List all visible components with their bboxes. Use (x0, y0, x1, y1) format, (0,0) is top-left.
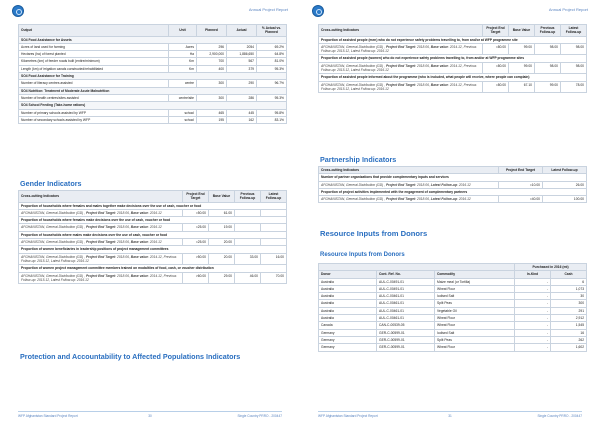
indicator-value (235, 224, 261, 231)
table-cell: CAN-C-00539-05 (377, 322, 435, 329)
indicator-title: Proportion of households where females and males together make decisions over the use of cash, voucher or food (19, 202, 287, 209)
table-cell: centre (169, 80, 197, 87)
table-cell: 30 (551, 293, 587, 300)
indicator-value (261, 209, 287, 216)
header-title: Annual Project Report (248, 7, 288, 12)
column-header: Cross-cutting Indicators (319, 167, 499, 174)
table-cell: 379 (227, 65, 257, 72)
table-cell: 700 (197, 58, 227, 65)
table-row (319, 322, 587, 329)
indicator-title: Proportion of households where males make decisions over the use of cash, voucher or food (19, 231, 287, 238)
table-row (319, 278, 587, 285)
footer-project-code: Single Country PRRO - 200447 (237, 414, 282, 418)
reference-part: Base value (130, 254, 149, 259)
table-cell: school (169, 116, 197, 123)
table-cell: 195 (197, 116, 227, 123)
column-header: Cross-cutting Indicators (19, 191, 183, 203)
table-row (319, 285, 587, 292)
table-cell: - (515, 315, 551, 322)
reference-part: Project End Target (385, 44, 416, 49)
column-header: Actual (227, 25, 257, 37)
gender-indicators-table (18, 190, 287, 284)
table-cell: - (515, 293, 551, 300)
indicator-title-row (319, 174, 587, 181)
reference-part: Base value (130, 210, 149, 215)
table-cell: Germany (319, 336, 377, 343)
wfp-logo-icon (12, 5, 24, 17)
reference-part: Base value (130, 240, 149, 245)
indicator-title: Proportion of assisted people (men) who do not experience safety problems travelling to, from and/or at WFP programme site (319, 36, 587, 43)
indicator-value: 67.10 (509, 81, 535, 93)
indicator-title-row (319, 36, 587, 43)
reference-part: : 2016.12 (456, 182, 471, 187)
reference-part: AFGHANISTAN, General Distribution (GD) , (21, 225, 86, 230)
wfp-logo-icon (312, 5, 324, 17)
table-cell: Number of secondary schools assisted by WFP (19, 116, 169, 123)
reference-part: : 2014.12, Previous Follow-up: 2015.12, Latest Follow-up: 2016.12 (21, 254, 177, 263)
column-header: Base Value (509, 25, 535, 37)
table-cell: 162 (227, 116, 257, 123)
column-header: Project End Target (183, 191, 209, 203)
reference-part: Project End Target (85, 225, 116, 230)
table-cell: AUL-C-00491-01 (377, 285, 435, 292)
indicator-title-row (319, 55, 587, 62)
reference-part: Latest Follow-up (430, 197, 457, 202)
partnership-indicators-heading: Partnership Indicators (320, 155, 397, 164)
indicator-value: 46.00 (235, 272, 261, 284)
table-row (19, 43, 287, 50)
indicator-title-row (19, 265, 287, 272)
table-cell: 300 (551, 300, 587, 307)
section-label: SO4 Nutrition: Treatment of Moderate Acute Malnutrition (19, 87, 287, 94)
table-row (319, 300, 587, 307)
section-row (19, 73, 287, 80)
indicator-value: 100.00 (543, 196, 587, 203)
table-cell: 567 (227, 58, 257, 65)
table-cell: Kilometres (km) of feeder roads built (entire/minimum) (19, 58, 169, 65)
table-cell: AUL-C-00461-01 (377, 293, 435, 300)
table-cell: Iodised Salt (435, 329, 515, 336)
table-row (19, 58, 287, 65)
indicator-value-row (319, 181, 587, 188)
indicator-title-row (19, 202, 287, 209)
table-cell: 81.0% (257, 58, 287, 65)
indicator-reference (19, 224, 183, 231)
reference-part: AFGHANISTAN, General Distribution (GD) , (21, 273, 86, 278)
indicator-reference (319, 196, 499, 203)
table-cell: Australia (319, 315, 377, 322)
indicator-value: 99.00 (509, 62, 535, 74)
indicator-value-row (319, 62, 587, 74)
indicator-value: 78.00 (561, 81, 587, 93)
reference-part: Base value (130, 225, 149, 230)
table-cell: 1,073 (551, 285, 587, 292)
reference-part: Project End Target (385, 182, 416, 187)
table-cell: Number of primary schools assisted by WFP (19, 109, 169, 116)
indicator-value-row (19, 224, 287, 231)
table-cell: - (515, 329, 551, 336)
reference-part: : 2016.12 (148, 240, 162, 245)
table-row (319, 307, 587, 314)
table-cell: Canada (319, 322, 377, 329)
reference-part: Base value (430, 82, 449, 87)
reference-part: Project End Target (385, 63, 416, 68)
reference-part: : 2018.06, (415, 82, 431, 87)
table-cell: GER-C-00599-01 (377, 344, 435, 351)
table-cell: 64.8% (257, 51, 287, 58)
indicator-value: >60.00 (183, 272, 209, 284)
partnership-indicators-table (318, 166, 587, 203)
table-row (319, 293, 587, 300)
protection-indicators-table (318, 24, 587, 93)
indicator-value: =40.00 (499, 196, 543, 203)
section-label: SO4 School Feeding (Take-home rations) (19, 102, 287, 109)
reference-part: AFGHANISTAN, General Distribution (GD) , (321, 197, 386, 202)
indicator-value: 20.00 (209, 239, 235, 246)
reference-part: Project End Target (385, 82, 416, 87)
table-cell: school (169, 109, 197, 116)
indicator-reference (319, 181, 499, 188)
table-cell: 300 (197, 80, 227, 87)
table-cell: - (515, 322, 551, 329)
table-cell: 96.7% (257, 80, 287, 87)
indicator-value-row (319, 81, 587, 93)
indicator-value (261, 224, 287, 231)
column-header: Latest Follow-up (543, 167, 587, 174)
table-cell: Australia (319, 278, 377, 285)
table-cell: 290 (227, 80, 257, 87)
indicator-value: =80.00 (483, 62, 509, 74)
reference-part: : 2018.06, (415, 63, 431, 68)
reference-part: : 2018.06, (415, 197, 431, 202)
indicator-value-row (319, 43, 587, 55)
indicator-value: 33.00 (235, 253, 261, 265)
indicator-value: 70.00 (261, 272, 287, 284)
right-page (300, 0, 600, 424)
table-cell: Km (169, 65, 197, 72)
indicator-title-row (319, 74, 587, 81)
column-header: In-Kind (515, 271, 551, 278)
page-header (12, 4, 288, 20)
reference-part: Project End Target (85, 210, 116, 215)
table-cell: 95.3% (257, 94, 287, 101)
indicator-title: Proportion of project activities implemented with the engagement of complementary partners (319, 188, 587, 195)
table-cell: Australia (319, 307, 377, 314)
indicator-value (235, 209, 261, 216)
indicator-reference (319, 62, 483, 74)
reference-part: : 2018.06, (415, 182, 431, 187)
indicator-value: 29.00 (209, 272, 235, 284)
indicator-value-row (19, 239, 287, 246)
resource-header-blank (319, 264, 515, 271)
table-cell: 300 (197, 94, 227, 101)
column-header: Latest Follow-up (561, 25, 587, 37)
table-cell: 69.2% (257, 43, 287, 50)
indicator-value: 26.00 (543, 181, 587, 188)
table-cell: 445 (227, 109, 257, 116)
table-cell: 83.1% (257, 116, 287, 123)
reference-part: : 2016.12 (148, 210, 162, 215)
table-cell: AUL-C-00491-01 (377, 278, 435, 285)
reference-part: : 2016.12 (456, 197, 471, 202)
indicator-title: Proportion of assisted people (women) who do not experience safety problems travelling to, from and/or at WFP programme sites (319, 55, 587, 62)
table-cell: Australia (319, 285, 377, 292)
section-row (19, 36, 287, 43)
table-cell: 465 (197, 109, 227, 116)
table-cell: centre/site (169, 94, 197, 101)
table-cell: Wheat Flour (435, 315, 515, 322)
column-header: Commodity (435, 271, 515, 278)
table-cell: Vegetable Oil (435, 307, 515, 314)
table-cell: 291 (551, 307, 587, 314)
indicator-value: 61.00 (209, 209, 235, 216)
reference-part: AFGHANISTAN, General Distribution (GD) , (21, 254, 86, 259)
reference-part: Base value (430, 63, 449, 68)
indicator-value-row (319, 196, 587, 203)
indicator-value: 99.00 (509, 43, 535, 55)
table-cell: GER-C-00599-01 (377, 329, 435, 336)
table-cell: 2,912 (551, 315, 587, 322)
table-cell: Km (169, 58, 197, 65)
indicator-value: =50.00 (183, 209, 209, 216)
table-row (319, 336, 587, 343)
page-number: 31 (448, 414, 452, 418)
indicator-value: =80.00 (483, 81, 509, 93)
table-row (19, 65, 287, 72)
output-table (18, 24, 287, 124)
column-header: Base Value (209, 191, 235, 203)
table-cell: AUL-C-00461-01 (377, 315, 435, 322)
indicator-reference (319, 81, 483, 93)
column-header: Previous Follow-up (535, 25, 561, 37)
table-row (19, 109, 287, 116)
table-cell: 2054 (227, 43, 257, 50)
indicator-title: Proportion of households where females make decisions over the use of cash, voucher or food (19, 217, 287, 224)
column-header: % Actual vs. Planned (257, 25, 287, 37)
table-cell: 2,900,000 (197, 51, 227, 58)
indicator-value: 98.00 (535, 62, 561, 74)
table-cell: Split Peas (435, 300, 515, 307)
indicator-value-row (19, 209, 287, 216)
table-cell: Iodised Salt (435, 293, 515, 300)
table-cell: 400 (197, 65, 227, 72)
indicator-reference (319, 43, 483, 55)
table-cell: - (515, 285, 551, 292)
indicator-value: 98.00 (535, 43, 561, 55)
section-label: SO4 Food Assistance for Assets (19, 36, 287, 43)
page-number: 30 (148, 414, 152, 418)
indicator-reference (19, 239, 183, 246)
table-cell: Hectares (ha) of forest planted (19, 51, 169, 58)
table-row (19, 51, 287, 58)
reference-part: Latest Follow-up (430, 182, 457, 187)
indicator-value: =25.00 (183, 224, 209, 231)
indicator-title-row (19, 217, 287, 224)
indicator-value: =25.00 (183, 239, 209, 246)
gender-indicators-heading: Gender Indicators (20, 179, 82, 188)
table-row (319, 329, 587, 336)
resource-inputs-heading: Resource Inputs from Donors (320, 229, 428, 238)
table-cell: Ha (169, 51, 197, 58)
header-title: Annual Project Report (548, 7, 588, 12)
footer-report-name: WFP Afghanistan Standard Project Report (18, 414, 78, 418)
reference-part: : 2018.06, (115, 254, 131, 259)
table-cell: Number of health centres/sites assisted (19, 94, 169, 101)
reference-part: Project End Target (85, 254, 116, 259)
column-header: Donor (319, 271, 377, 278)
indicator-value: 19.00 (209, 224, 235, 231)
column-header: Output (19, 25, 169, 37)
indicator-title-row (19, 231, 287, 238)
column-header: Project End Target (483, 25, 509, 37)
indicator-title: Proportion of women beneficiaries in leadership positions of project management committees (19, 246, 287, 253)
table-cell: 16 (551, 329, 587, 336)
table-cell: Acres (169, 43, 197, 50)
page-footer (18, 411, 282, 419)
indicator-title-row (319, 188, 587, 195)
table-cell: Germany (319, 344, 377, 351)
table-cell: Wheat Flour (435, 285, 515, 292)
column-header: Project End Target (499, 167, 543, 174)
indicator-value-row (19, 272, 287, 284)
table-cell: Split Peas (435, 336, 515, 343)
reference-part: : 2018.06, (415, 44, 431, 49)
indicator-title: Proportion of women project management committee members trained on modalities of food, cash, or voucher distribution (19, 265, 287, 272)
table-cell: - (515, 307, 551, 314)
column-header: Latest Follow-up (261, 191, 287, 203)
indicator-value: >50.00 (183, 253, 209, 265)
indicator-value: =80.00 (483, 43, 509, 55)
reference-part: : 2018.06, (115, 210, 131, 215)
section-row (19, 87, 287, 94)
reference-part: : 2018.06, (115, 240, 131, 245)
table-cell: Acres of land used for farming (19, 43, 169, 50)
column-header: Previous Follow-up (235, 191, 261, 203)
table-cell: Australia (319, 293, 377, 300)
resource-inputs-table (318, 263, 587, 352)
column-header: Unit (169, 25, 197, 37)
indicator-reference (19, 272, 183, 284)
reference-part: Base value (430, 44, 449, 49)
table-cell: - (515, 336, 551, 343)
indicator-value: 20.00 (209, 253, 235, 265)
indicator-value (261, 239, 287, 246)
table-row (19, 80, 287, 87)
table-cell: Australia (319, 300, 377, 307)
reference-part: Project End Target (85, 240, 116, 245)
table-cell: AUL-C-00461-01 (377, 300, 435, 307)
table-row (319, 344, 587, 351)
table-row (19, 94, 287, 101)
table-row (319, 315, 587, 322)
table-cell: AUL-C-00461-01 (377, 307, 435, 314)
reference-part: AFGHANISTAN, General Distribution (GD) , (21, 240, 86, 245)
reference-part: AFGHANISTAN, General Distribution (GD) , (21, 210, 86, 215)
indicator-value: 99.00 (535, 81, 561, 93)
table-row (19, 116, 287, 123)
table-cell: 1,545 (551, 322, 587, 329)
table-cell: 95.8% (257, 109, 287, 116)
table-cell: - (515, 344, 551, 351)
reference-part: AFGHANISTAN, General Distribution (GD) , (321, 63, 386, 68)
indicator-value: 98.00 (561, 62, 587, 74)
table-cell: Germany (319, 329, 377, 336)
table-cell: 6 (551, 278, 587, 285)
page-footer (318, 411, 582, 419)
table-cell: GER-C-00599-01 (377, 336, 435, 343)
indicator-value (235, 239, 261, 246)
resource-group-header: Purchased in 2016 (mt) (515, 264, 587, 271)
table-cell: - (515, 300, 551, 307)
table-cell: Wheat Flour (435, 322, 515, 329)
table-cell: 1,602 (551, 344, 587, 351)
indicator-title: Number of partner organizations that provide complementary inputs and services (319, 174, 587, 181)
indicator-title: Proportion of assisted people informed about the programme (who is included, what people will receive, where people can complain) (319, 74, 587, 81)
column-header: Cont. Ref. No. (377, 271, 435, 278)
footer-project-code: Single Country PRRO - 200447 (537, 414, 582, 418)
column-header: Planned (197, 25, 227, 37)
reference-part: Project End Target (85, 273, 116, 278)
reference-part: AFGHANISTAN, General Distribution (GD) , (321, 44, 386, 49)
reference-part: AFGHANISTAN, General Distribution (GD) , (321, 82, 386, 87)
column-header: Cash (551, 271, 587, 278)
table-cell: 286 (227, 94, 257, 101)
reference-part: Base value (130, 273, 149, 278)
indicator-title-row (19, 246, 287, 253)
reference-part: AFGHANISTAN, General Distribution (GD) , (321, 182, 386, 187)
reference-part: : 2014.12, Previous Follow-up: 2015.12, Latest Follow-up: 2016.12 (321, 44, 477, 54)
reference-part: : 2016.12 (148, 225, 162, 230)
indicator-value: =10.00 (499, 181, 543, 188)
table-cell: Length (km) of irrigation canals constructed/rehabilitated (19, 65, 169, 72)
table-cell: - (515, 278, 551, 285)
table-cell: 262 (551, 336, 587, 343)
protection-indicators-heading: Protection and Accountability to Affected Populations Indicators (20, 352, 241, 361)
section-label: SO4 Food Assistance for Training (19, 73, 287, 80)
table-cell: Number of literacy centres assisted (19, 80, 169, 87)
table-cell: 1,886,650 (227, 51, 257, 58)
reference-part: : 2014.12, Previous Follow-up: 2015.12, Latest Follow-up: 2016.12 (321, 82, 477, 91)
section-row (19, 102, 287, 109)
reference-part: : 2014.12, Previous Follow-up: 2015.12, Latest Follow-up: 2016.12 (21, 273, 177, 282)
indicator-reference (19, 209, 183, 216)
footer-report-name: WFP Afghanistan Standard Project Report (318, 414, 378, 418)
resource-inputs-subheading: Resource Inputs from Donors (320, 252, 405, 258)
indicator-value-row (19, 253, 287, 265)
indicator-value: 98.00 (561, 43, 587, 55)
column-header: Cross-cutting Indicators (319, 25, 483, 37)
indicator-reference (19, 253, 183, 265)
table-cell: Wheat Flour (435, 344, 515, 351)
reference-part: : 2018.06, (115, 225, 131, 230)
table-cell: 296 (197, 43, 227, 50)
indicator-value: 16.00 (261, 253, 287, 265)
reference-part: Project End Target (385, 197, 416, 202)
table-cell: 95.3% (257, 65, 287, 72)
page-header (312, 4, 588, 20)
reference-part: : 2014.12, Previous Follow-up: 2015.12, Latest Follow-up: 2016.12 (321, 63, 477, 73)
table-cell: Maize meal (or Tortilla) (435, 278, 515, 285)
reference-part: : 2018.06, (115, 273, 131, 278)
